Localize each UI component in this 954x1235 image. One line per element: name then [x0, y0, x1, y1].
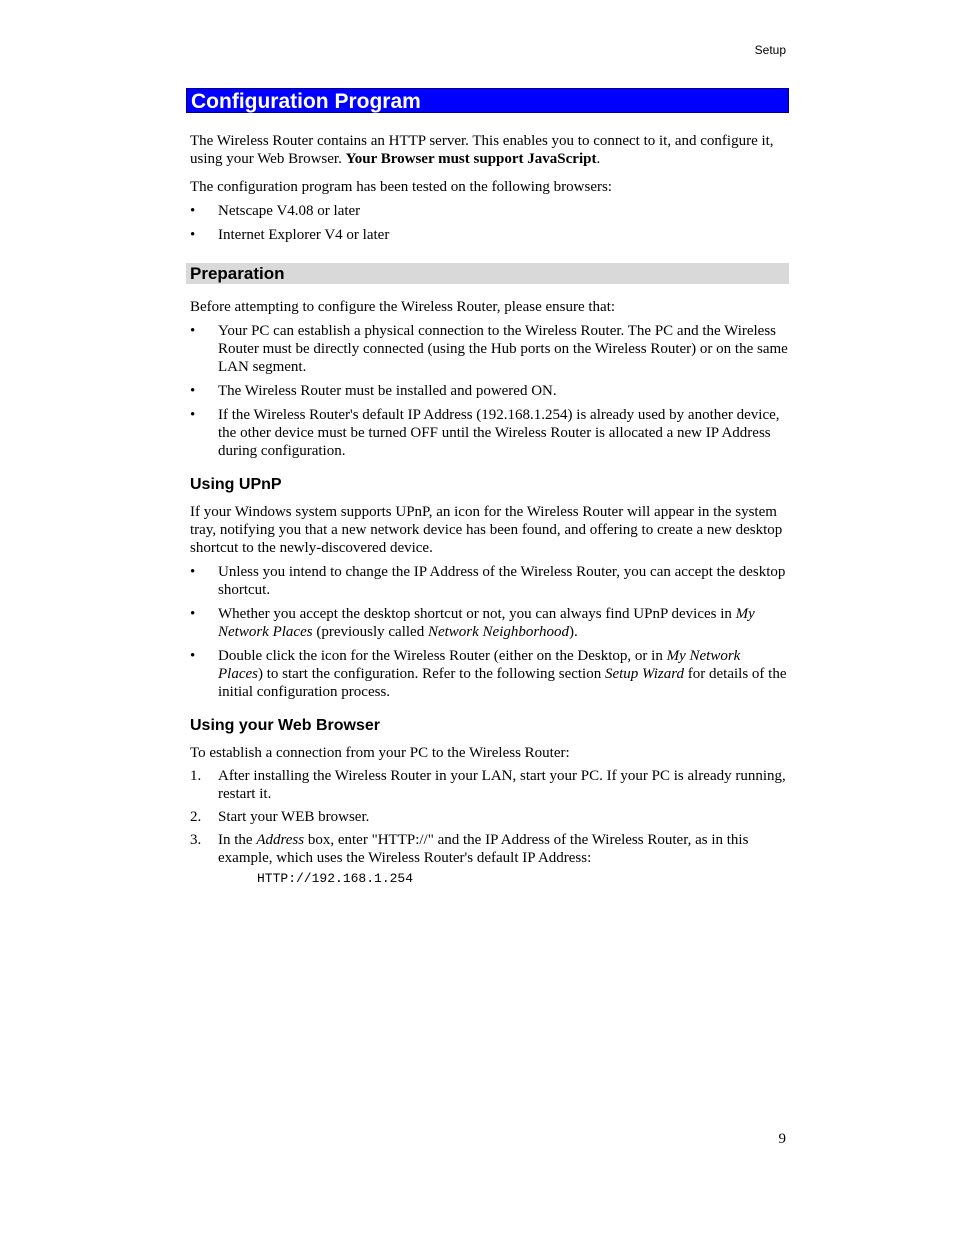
intro-paragraph [186, 132, 789, 168]
browser-list-text: Internet Explorer V4 or later [218, 227, 390, 243]
preparation-lead: Before attempting to configure the Wireless Router, please ensure that: [190, 299, 616, 315]
step-text: box, enter "HTTP://" and the IP Address of the Wireless Router, as in this example, which uses the Wireless Router's default IP Address: [218, 832, 749, 866]
bullet-icon: • [190, 564, 196, 580]
upnp-item-text: Whether you accept the desktop shortcut or not, you can always find UPnP devices in [218, 606, 736, 622]
preparation-item-text: Your PC can establish a physical connection to the Wireless Router. The PC and the Wireless Router must be directly connected (using the Hub ports on the Wireless Router) or on the same LAN segment. [218, 323, 788, 375]
web-browser-heading: Using your Web Browser [190, 717, 380, 734]
step-text: After installing the Wireless Router in your LAN, start your PC. If your PC is already running, restart it. [218, 768, 786, 802]
page-number: 9 [778, 1131, 786, 1147]
upnp-item-text: Double click the icon for the Wireless Router (either on the Desktop, or in [218, 648, 667, 664]
web-browser-lead: To establish a connection from your PC to the Wireless Router: [190, 745, 570, 761]
running-header: Setup [754, 43, 786, 57]
upnp-item-text: Unless you intend to change the IP Address of the Wireless Router, you can accept the desktop shortcut. [218, 564, 786, 598]
bullet-icon: • [190, 227, 196, 243]
step-text: In the [218, 832, 257, 848]
step-number: 2. [190, 809, 202, 825]
bullet-icon: • [190, 383, 196, 399]
browser-list-text: Netscape V4.08 or later [218, 203, 361, 219]
bullet-icon: • [190, 606, 196, 622]
page-title: Configuration Program [186, 88, 789, 113]
address-term: Address [256, 832, 305, 848]
my-network-places-term: My Network Places [218, 606, 755, 640]
bullet-icon: • [190, 648, 196, 664]
intro-bold-text: Your Browser must support JavaScript [345, 151, 597, 167]
preparation-item-text: If the Wireless Router's default IP Address (192.168.1.254) is already used by another device, the other device must be turned OFF until the Wireless Router is allocated a new IP Address during configuration. [218, 407, 780, 459]
preparation-item-text: The Wireless Router must be installed and powered ON. [218, 383, 557, 399]
bullet-icon: • [190, 407, 196, 423]
upnp-item-text: (previously called [312, 624, 428, 640]
preparation-list-item [186, 406, 789, 460]
step-item [186, 767, 789, 803]
step-number: 3. [190, 832, 202, 848]
upnp-item-text: for details of the initial configuration process. [218, 666, 787, 700]
bullet-icon: • [190, 203, 196, 219]
preparation-list-item [186, 322, 789, 376]
upnp-list-item [186, 563, 789, 599]
setup-wizard-term: Setup Wizard [604, 666, 685, 682]
browsers-lead: The configuration program has been tested on the following browsers: [190, 179, 612, 195]
browser-list-item [186, 226, 789, 244]
upnp-list-item [186, 647, 789, 701]
upnp-lead: If your Windows system supports UPnP, an icon for the Wireless Router will appear in the system tray, notifying you that a new network device has been found, and offering to create a new desktop shortcut to the newly-discovered device. [190, 504, 783, 556]
bullet-icon: • [190, 323, 196, 339]
upnp-item-text: ) to start the configuration. Refer to the following section [257, 666, 605, 682]
upnp-item-text: ). [568, 624, 578, 640]
preparation-heading: Preparation [186, 263, 789, 284]
upnp-list-item [186, 605, 789, 641]
intro-period: . [596, 151, 601, 167]
network-neighborhood-term: Network Neighborhood [427, 624, 569, 640]
url-example: HTTP://192.168.1.254 [257, 871, 414, 886]
upnp-heading: Using UPnP [190, 476, 282, 493]
intro-text: The Wireless Router contains an HTTP server. This enables you to connect to it, and configure it, using your Web Browser. [190, 133, 774, 167]
page-content [186, 88, 789, 887]
step-number: 1. [190, 768, 202, 784]
my-network-places-term: My Network Places [218, 648, 741, 682]
step-item [186, 831, 789, 867]
preparation-list-item [186, 382, 789, 400]
step-text: Start your WEB browser. [218, 809, 370, 825]
step-item [186, 808, 789, 826]
browser-list-item [186, 202, 789, 220]
